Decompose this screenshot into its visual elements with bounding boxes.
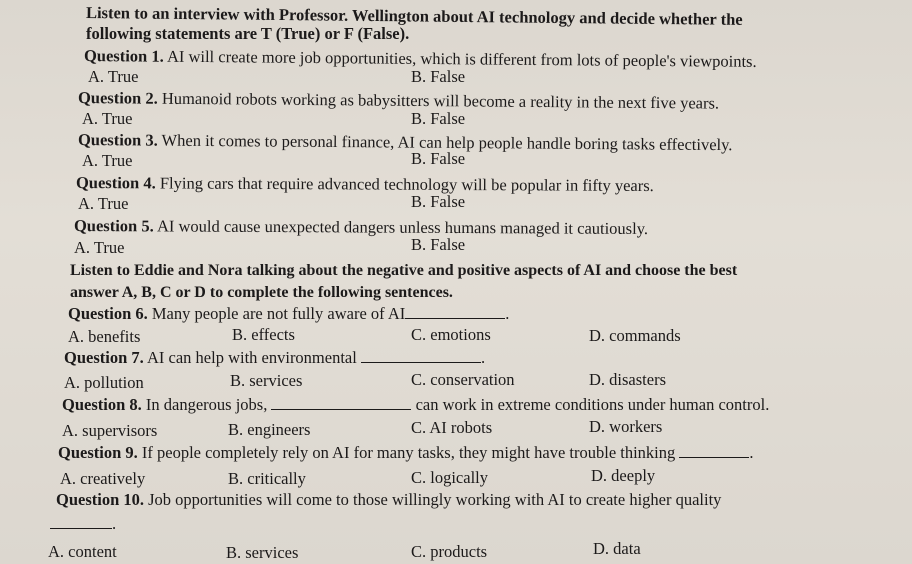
question-6-option-c[interactable]: C. emotions <box>411 325 491 344</box>
question-3-label: Question 3. <box>77 130 158 150</box>
section1-instruction-line2: following statements are T (True) or F (False). <box>86 24 410 43</box>
question-2-option-b[interactable]: B. False <box>411 109 466 128</box>
question-2 <box>78 88 719 114</box>
question-7-option-b[interactable]: B. services <box>230 371 303 390</box>
question-2-option-a[interactable]: A. True <box>82 109 133 128</box>
question-9-option-c[interactable]: C. logically <box>411 468 488 487</box>
question-3-option-a[interactable]: A. True <box>82 151 133 170</box>
question-8-label: Question 8. <box>62 395 142 414</box>
question-10-continuation <box>50 514 116 534</box>
question-10-end: . <box>112 514 117 533</box>
question-9-text: If people completely rely on AI for many tasks, they might have trouble thinking <box>141 443 676 462</box>
question-4-label: Question 4. <box>75 173 156 193</box>
question-8-option-d[interactable]: D. workers <box>589 417 663 436</box>
question-2-text: Humanoid robots working as babysitters will become a reality in the next five years. <box>161 88 720 113</box>
question-8-text-before: In dangerous jobs, <box>145 395 268 414</box>
question-7-text: AI can help with environmental <box>146 348 357 367</box>
question-6-text: Many people are not fully aware of AI <box>151 304 406 323</box>
question-7-label: Question 7. <box>64 348 144 367</box>
question-8-blank[interactable] <box>271 395 411 410</box>
question-5-option-a[interactable]: A. True <box>74 238 125 257</box>
question-5-label: Question 5. <box>73 216 154 236</box>
question-8-text-after: can work in extreme conditions under human control. <box>415 395 770 414</box>
question-7-option-a[interactable]: A. pollution <box>64 373 144 392</box>
question-6-option-a[interactable]: A. benefits <box>68 327 141 346</box>
question-1-label: Question 1. <box>83 46 164 66</box>
question-6-blank[interactable] <box>405 304 505 319</box>
section2-instruction-line2: answer A, B, C or D to complete the following sentences. <box>70 284 453 301</box>
question-10-option-d[interactable]: D. data <box>593 539 641 558</box>
question-10 <box>56 490 721 510</box>
question-9-option-b[interactable]: B. critically <box>228 469 306 488</box>
question-8 <box>62 395 769 415</box>
question-4-text: Flying cars that require advanced technology will be popular in fifty years. <box>159 173 654 196</box>
question-9-blank[interactable] <box>679 443 749 458</box>
question-4-option-a[interactable]: A. True <box>78 194 129 213</box>
question-8-option-c[interactable]: C. AI robots <box>411 418 493 437</box>
question-3-text: When it comes to personal finance, AI can help people handle boring tasks effectively. <box>161 130 733 155</box>
question-7-option-d[interactable]: D. disasters <box>589 370 666 389</box>
question-7-end: . <box>480 348 486 367</box>
question-1-option-b[interactable]: B. False <box>411 67 466 86</box>
question-2-label: Question 2. <box>77 88 158 108</box>
section1-instruction-line1: Listen to an interview with Professor. Wellington about AI technology and decide whether the <box>85 3 743 29</box>
section2-instruction-line1: Listen to Eddie and Nora talking about the negative and positive aspects of AI and choose the best <box>70 262 738 279</box>
question-10-blank[interactable] <box>50 514 112 529</box>
question-6 <box>68 304 509 324</box>
question-6-option-d[interactable]: D. commands <box>589 326 681 345</box>
question-7-option-c[interactable]: C. conservation <box>411 370 515 389</box>
question-6-option-b[interactable]: B. effects <box>232 325 295 344</box>
question-6-end: . <box>505 304 510 323</box>
question-9-label: Question 9. <box>58 443 138 462</box>
question-4-option-b[interactable]: B. False <box>411 192 466 211</box>
question-8-option-b[interactable]: B. engineers <box>228 420 311 439</box>
question-4 <box>76 173 654 196</box>
question-9 <box>58 443 754 463</box>
question-9-option-d[interactable]: D. deeply <box>591 466 656 485</box>
question-9-option-a[interactable]: A. creatively <box>60 469 146 488</box>
question-5-option-b[interactable]: B. False <box>411 235 466 254</box>
question-10-text: Job opportunities will come to those willingly working with AI to create higher quality <box>148 490 722 509</box>
question-10-option-b[interactable]: B. services <box>226 543 299 562</box>
question-7-blank[interactable] <box>361 348 481 363</box>
question-1-text: AI will create more job opportunities, which is different from lots of people's viewpoints. <box>166 46 757 71</box>
question-1-option-a[interactable]: A. True <box>88 67 139 86</box>
question-5-text: AI would cause unexpected dangers unless humans managed it cautiously. <box>156 216 649 239</box>
question-3-option-b[interactable]: B. False <box>411 149 466 168</box>
question-7 <box>64 348 485 368</box>
question-10-label: Question 10. <box>56 490 145 509</box>
question-10-option-c[interactable]: C. products <box>411 542 488 561</box>
question-3 <box>78 130 733 155</box>
question-5 <box>74 216 648 239</box>
question-10-option-a[interactable]: A. content <box>48 542 117 561</box>
question-9-end: . <box>749 443 754 462</box>
question-6-label: Question 6. <box>68 304 148 323</box>
question-8-option-a[interactable]: A. supervisors <box>62 421 158 440</box>
